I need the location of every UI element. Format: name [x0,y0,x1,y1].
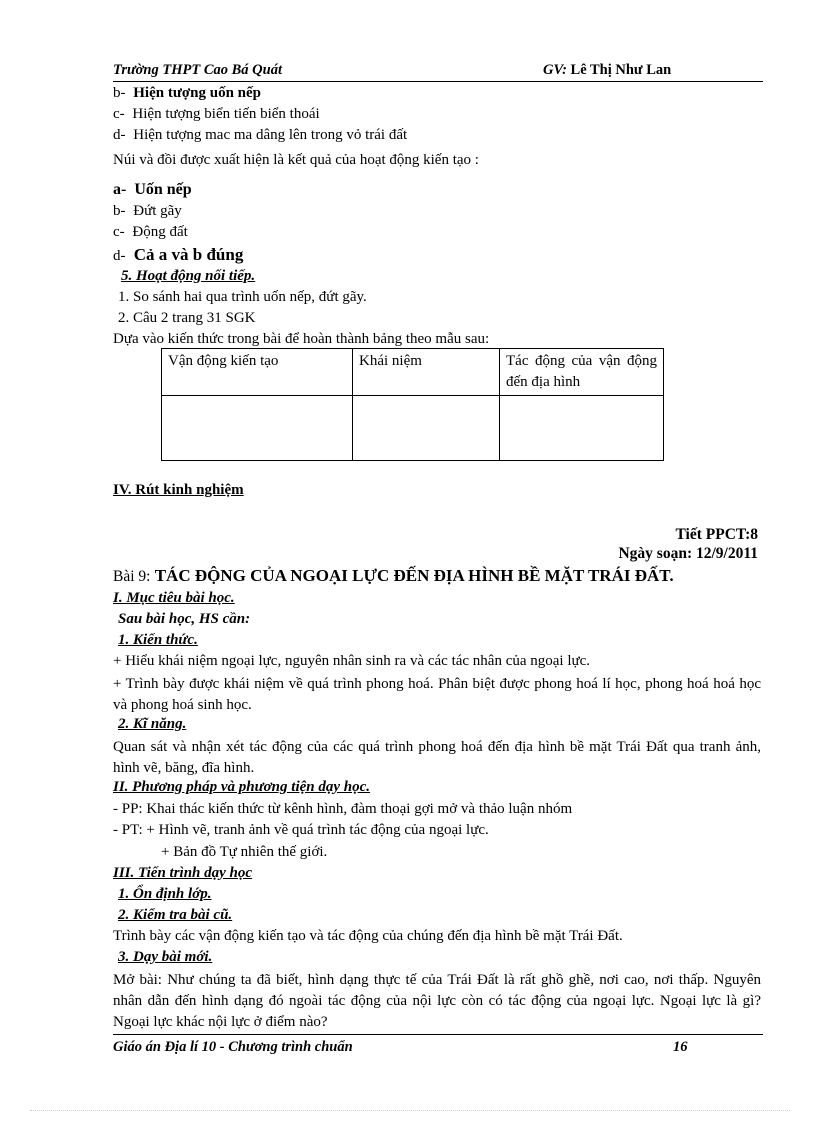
table-cell[interactable] [162,396,353,461]
section-1-sub: Sau bài học, HS cần: [118,611,251,627]
table-cell[interactable] [500,396,664,461]
method-pt-2: + Bản đồ Tự nhiên thế giới. [161,844,328,860]
intro-paragraph: Mở bài: Như chúng ta đã biết, hình dạng thực tế của Trái Đất là rất ghồ ghề, nơi cao, nơi thấp. Nguyên nhân dẫn đến hình dạng đó ngoài tác động của nội lực còn có tác động của ngoại lực. Ngoại lực là gì? Ngoại lực khác nội lực ở điểm nào? [113,972,761,1030]
section-4-heading: IV. Rút kinh nghiệm [113,482,244,498]
quiz2-option-c: c- Động đất [113,224,188,240]
table-header-cell: Vận động kiến tạo [162,349,353,396]
quiz1-option-b: b- Hiện tượng uốn nếp [113,85,262,101]
followup-item-2: 2. Câu 2 trang 31 SGK [118,310,256,326]
table-cell[interactable] [353,396,500,461]
page-edge [30,1110,790,1111]
table-header-cell: Tác động của vận động đến địa hình [500,349,664,396]
header-school: Trường THPT Cao Bá Quát [113,62,283,78]
knowledge-item-1: + Hiểu khái niệm ngoại lực, nguyên nhân sinh ra và các tác nhân của ngoại lực. [113,653,591,669]
section-1-heading: I. Mục tiêu bài học. [113,590,235,606]
header-teacher-name: Lê Thị Như Lan [566,62,672,78]
knowledge-item-2: + Trình bày được khái niệm về quá trình phong hoá. Phân biệt được phong hoá lí học, phong hoá hoá học và phong hoá sinh học. [113,676,761,713]
footer-rule [113,1034,763,1035]
method-pp: - PP: Khai thác kiến thức từ kênh hình, đàm thoại gợi mở và thảo luận nhóm [113,801,573,817]
header-teacher [543,62,671,79]
table-row [162,396,664,461]
header-teacher-prefix: GV: [543,62,567,78]
followup-heading: 5. Hoạt động nối tiếp. [121,268,256,284]
followup-item-1: 1. So sánh hai qua trình uốn nếp, đứt gãy. [118,289,367,305]
skills-heading: 2. Kĩ năng. [118,716,187,732]
quiz2-option-b: b- Đứt gãy [113,203,182,219]
period-number: Tiết PPCT:8 [675,526,758,543]
section-3-heading: III. Tiến trình dạy học [113,865,253,881]
new-lesson-heading: 3. Dạy bài mới. [118,949,213,965]
quiz2-option-d: d- Cả a và b đúng [113,245,244,264]
quiz2-option-a: a- Uốn nếp [113,181,192,198]
skills-text: Quan sát và nhận xét tác động của các quá trình phong hoá đến địa hình bề mặt Trái Đất qua tranh ảnh, hình vẽ, băng, đĩa hình. [113,739,761,776]
prep-date: Ngày soạn: 12/9/2011 [618,545,758,562]
table-header-row [162,349,664,396]
header-rule [113,81,763,82]
old-lesson-question: Trình bày các vận động kiến tạo và tác động của chúng đến địa hình bề mặt Trái Đất. [113,928,623,944]
table-header-cell: Khái niệm [353,349,500,396]
quiz1-option-c: c- Hiện tượng biển tiến biển thoái [113,106,320,122]
knowledge-heading: 1. Kiến thức. [118,632,198,648]
old-lesson-heading: 2. Kiểm tra bài cũ. [118,907,233,923]
followup-instruction: Dựa vào kiến thức trong bài để hoàn thành bảng theo mẫu sau: [113,331,490,347]
question-2: Núi và đồi được xuất hiện là kết quả của hoạt động kiến tạo : [113,152,479,168]
section-2-heading: II. Phương pháp và phương tiện dạy học. [113,779,371,795]
quiz1-option-d: d- Hiện tượng mac ma dâng lên trong vỏ trái đất [113,127,408,143]
footer-title: Giáo án Địa lí 10 - Chương trình chuẩn [113,1039,353,1055]
page-number: 16 [673,1039,688,1055]
method-pt: - PT: + Hình vẽ, tranh ảnh về quá trình tác động của ngoại lực. [113,822,489,838]
class-order-heading: 1. Ổn định lớp. [118,886,212,902]
lesson-title: Bài 9: TÁC ĐỘNG CỦA NGOẠI LỰC ĐẾN ĐỊA HÌNH BỀ MẶT TRÁI ĐẤT. [113,566,674,585]
tectonics-table [161,348,664,461]
